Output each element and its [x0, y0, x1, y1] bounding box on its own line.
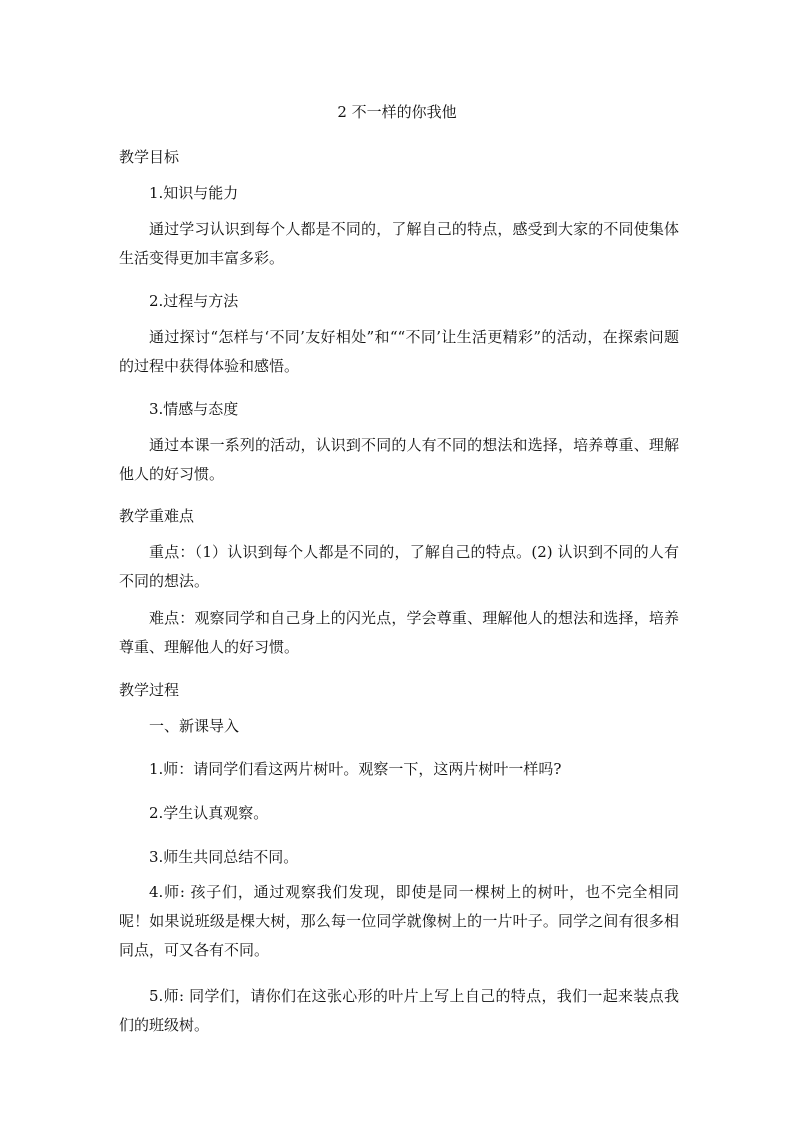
goal3-heading: 3.情感与态度: [149, 400, 239, 418]
goal1-heading: 1.知识与能力: [149, 184, 239, 202]
section-heading-keypoints: 教学重难点: [119, 507, 195, 525]
goal3-text: 通过本课一系列的活动，认识到不同的人有不同的想法和选择，培养尊重、理解他人的好习惯。: [119, 436, 679, 483]
section-heading-goals: 教学目标: [119, 148, 180, 166]
goal2-text: 通过探讨“怎样与‘不同’友好相处”和““不同’让生活更精彩”的活动，在探索问题的过程中获得体验和感悟。: [119, 328, 679, 375]
goal1-text: 通过学习认识到每个人都是不同的，了解自己的特点，感受到大家的不同使集体生活变得更加丰富多彩。: [119, 220, 679, 267]
section-heading-process: 教学过程: [119, 681, 180, 699]
step-2: 2.学生认真观察。: [149, 804, 269, 822]
step-3: 3.师生共同总结不同。: [149, 848, 299, 866]
part1-heading: 一、新课导入: [149, 717, 240, 735]
step-1: 1.师：请同学们看这两片树叶。观察一下，这两片树叶一样吗?: [149, 760, 562, 778]
step-4: 4.师: 孩子们，通过观察我们发现，即使是同一棵树上的树叶，也不完全相同呢！如果说班级是棵大树，那么每一位同学就像树上的一片叶子。同学之间有很多相同点，可又各有不同。: [119, 883, 679, 959]
step-5: 5.师: 同学们，请你们在这张心形的叶片上写上自己的特点，我们一起来装点我们的班级树。: [119, 987, 679, 1034]
keypoint-text: 重点：（1）认识到每个人都是不同的，了解自己的特点。(2) 认识到不同的人有不同的想法。: [119, 543, 679, 590]
goal2-heading: 2.过程与方法: [149, 292, 239, 310]
difficulty-text: 难点：观察同学和自己身上的闪光点，学会尊重、理解他人的想法和选择，培养尊重、理解他人的好习惯。: [119, 609, 679, 656]
page-title: 2 不一样的你我他: [337, 103, 457, 121]
